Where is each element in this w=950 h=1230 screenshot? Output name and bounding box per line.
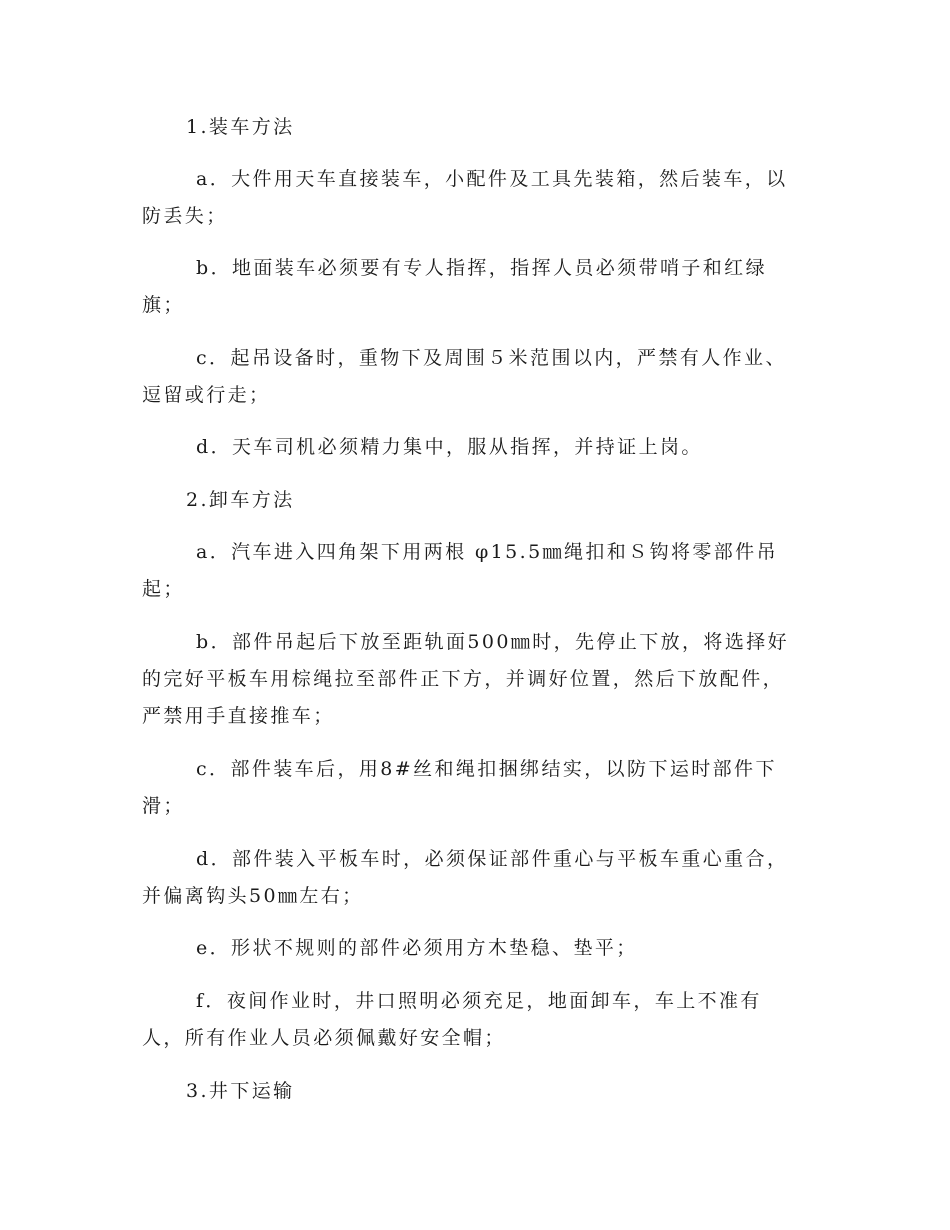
section-2-item-a-line-1: a．汽车进入四角架下用两根 φ15.5㎜绳扣和Ｓ钩将零部件吊 (196, 541, 778, 563)
section-2-heading: 2.卸车方法 (186, 489, 295, 511)
section-1-item-b-line-1: b．地面装车必须要有专人指挥，指挥人员必须带哨子和红绿 (196, 257, 767, 279)
section-2-item-f-line-2: 人，所有作业人员必须佩戴好安全帽； (142, 1027, 506, 1049)
section-1-heading: 1.装车方法 (186, 116, 295, 138)
section-1-item-c-line-1: c．起吊设备时，重物下及周围５米范围以内，严禁有人作业、 (196, 347, 787, 369)
section-2-item-b-line-1: b．部件吊起后下放至距轨面500㎜时，先停止下放，将选择好 (196, 631, 790, 653)
section-3-heading: 3.井下运输 (186, 1080, 295, 1102)
section-2-item-f-line-1: f．夜间作业时，井口照明必须充足，地面卸车，车上不准有 (196, 990, 762, 1012)
section-1-item-b-line-2: 旗； (142, 294, 185, 316)
section-1-item-a-line-1: a．大件用天车直接装车，小配件及工具先装箱，然后装车，以 (196, 168, 788, 190)
section-2-item-c-line-1: c．部件装车后，用8#丝和绳扣捆绑结实，以防下运时部件下 (196, 758, 777, 780)
section-2-item-c-line-2: 滑； (142, 795, 185, 817)
section-2-item-e-line-1: e．形状不规则的部件必须用方木垫稳、垫平； (196, 937, 638, 959)
section-2-item-b-line-2: 的完好平板车用棕绳拉至部件正下方，并调好位置，然后下放配件， (142, 668, 785, 690)
section-2-item-d-line-2: 并偏离钩头50㎜左右； (142, 885, 364, 907)
section-1-item-a-line-2: 防丢失； (142, 205, 228, 227)
section-1-item-d-line-1: d．天车司机必须精力集中，服从指挥，并持证上岗。 (196, 436, 703, 458)
section-1-item-c-line-2: 逗留或行走； (142, 384, 271, 406)
section-2-item-d-line-1: d．部件装入平板车时，必须保证部件重心与平板车重心重合， (196, 848, 789, 870)
section-2-item-b-line-3: 严禁用手直接推车； (142, 705, 335, 727)
section-2-item-a-line-2: 起； (142, 578, 185, 600)
